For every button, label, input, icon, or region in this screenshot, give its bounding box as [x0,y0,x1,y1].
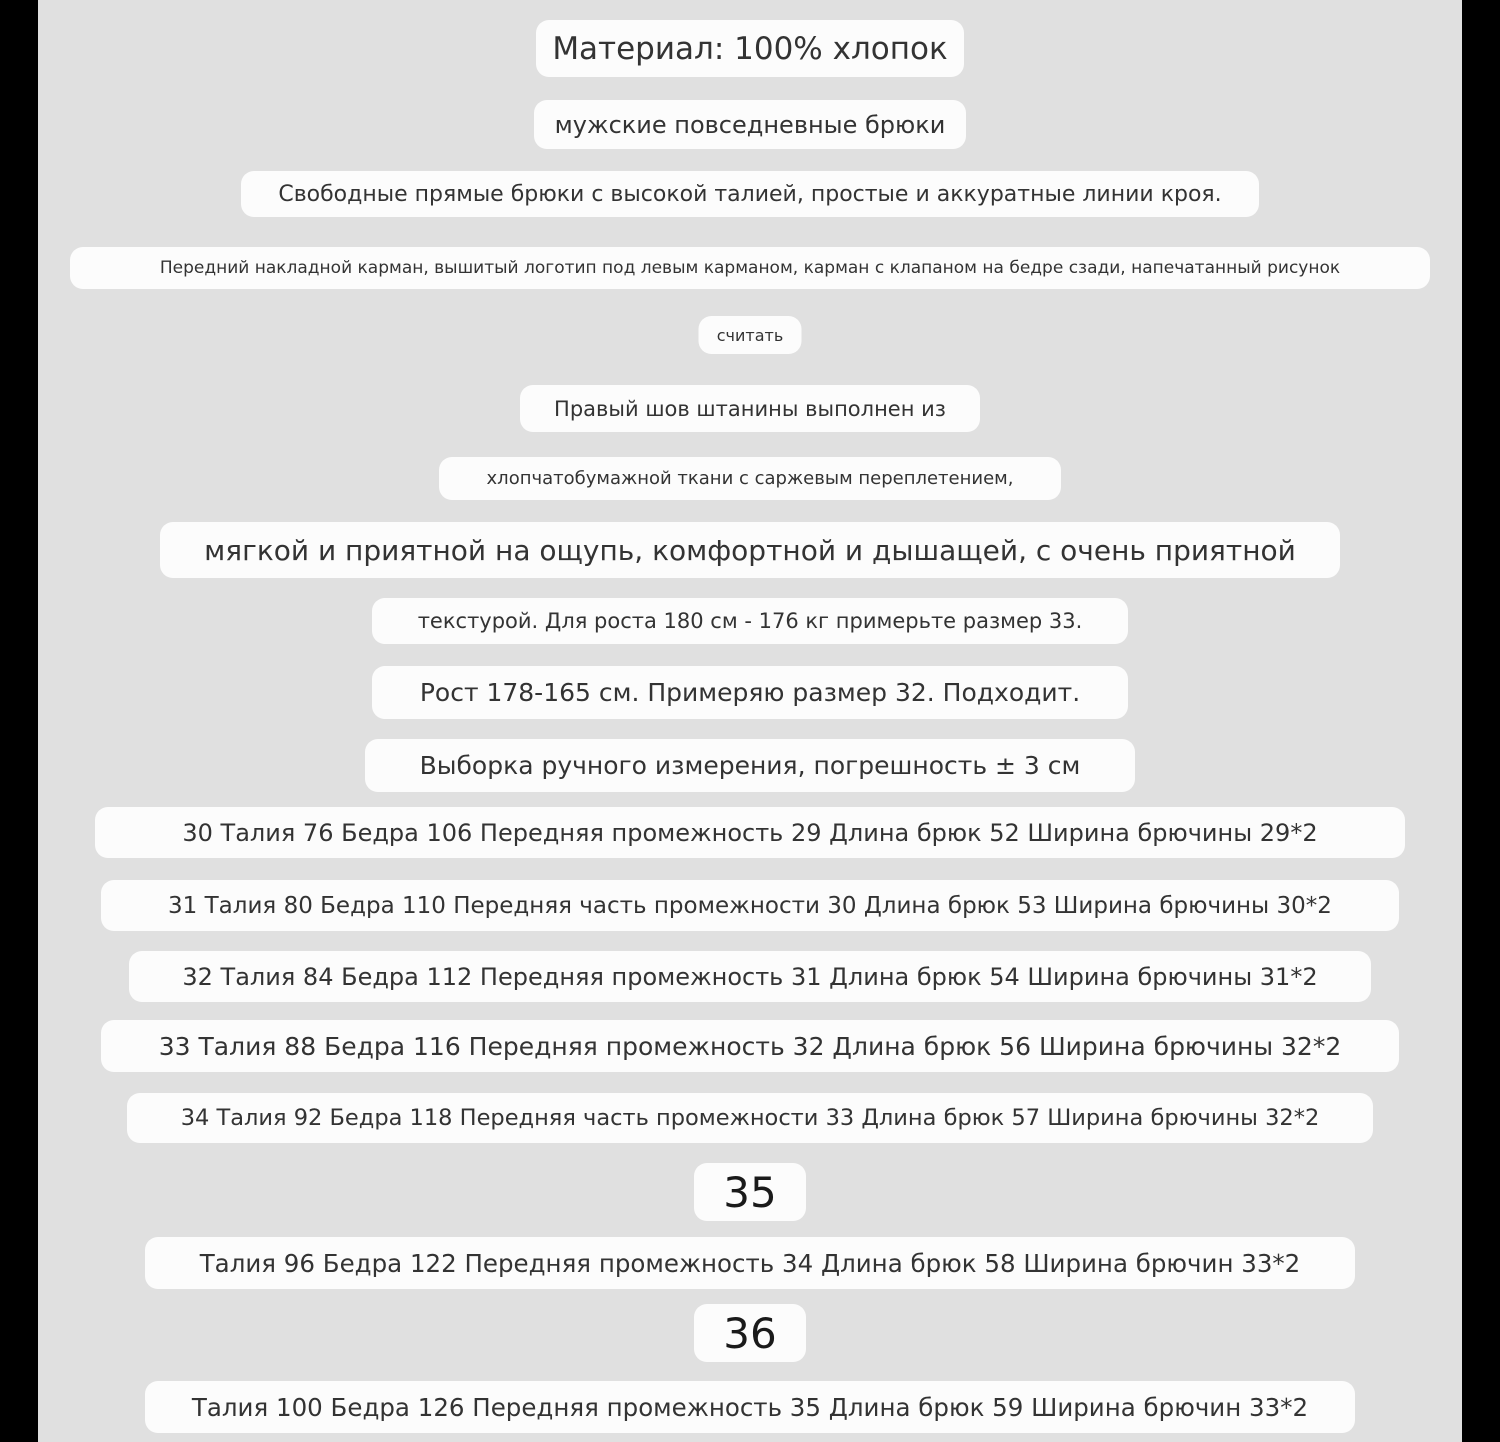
size-row-32: 32 Талия 84 Бедра 112 Передняя промежность 31 Длина брюк 54 Ширина брючины 31*2 [129,951,1371,1002]
description-line-7: текстурой. Для роста 180 см - 176 кг примерьте размер 33. [372,598,1128,644]
size-36-label: 36 [694,1304,806,1362]
fit-note: Рост 178-165 см. Примеряю размер 32. Подходит. [372,666,1128,719]
description-line-4: Правый шов штанины выполнен из [520,385,980,432]
description-line-5: хлопчатобумажной ткани с саржевым переплетением, [439,457,1061,500]
size-35-label: 35 [694,1163,806,1221]
size-row-36: Талия 100 Бедра 126 Передняя промежность 35 Длина брюк 59 Ширина брючин 33*2 [145,1381,1355,1433]
measurement-note: Выборка ручного измерения, погрешность ± 3 см [365,739,1135,792]
description-line-3: считать [699,316,802,354]
size-row-35: Талия 96 Бедра 122 Передняя промежность 34 Длина брюк 58 Ширина брючин 33*2 [145,1237,1355,1289]
material-label: Материал: 100% хлопок [536,20,964,77]
product-type-label: мужские повседневные брюки [534,100,966,149]
size-row-31: 31 Талия 80 Бедра 110 Передняя часть промежности 30 Длина брюк 53 Ширина брючины 30*2 [101,880,1399,931]
size-row-30: 30 Талия 76 Бедра 106 Передняя промежность 29 Длина брюк 52 Ширина брючины 29*2 [95,807,1405,858]
size-row-34: 34 Талия 92 Бедра 118 Передняя часть промежности 33 Длина брюк 57 Ширина брючины 32*2 [127,1093,1373,1143]
description-line-1: Свободные прямые брюки с высокой талией, простые и аккуратные линии кроя. [241,171,1259,217]
description-line-2: Передний накладной карман, вышитый логотип под левым карманом, карман с клапаном на бедре сзади, напечатанный рисунок [70,247,1430,289]
size-row-33: 33 Талия 88 Бедра 116 Передняя промежность 32 Длина брюк 56 Ширина брючины 32*2 [101,1020,1399,1072]
description-line-6: мягкой и приятной на ощупь, комфортной и дышащей, с очень приятной [160,522,1340,578]
